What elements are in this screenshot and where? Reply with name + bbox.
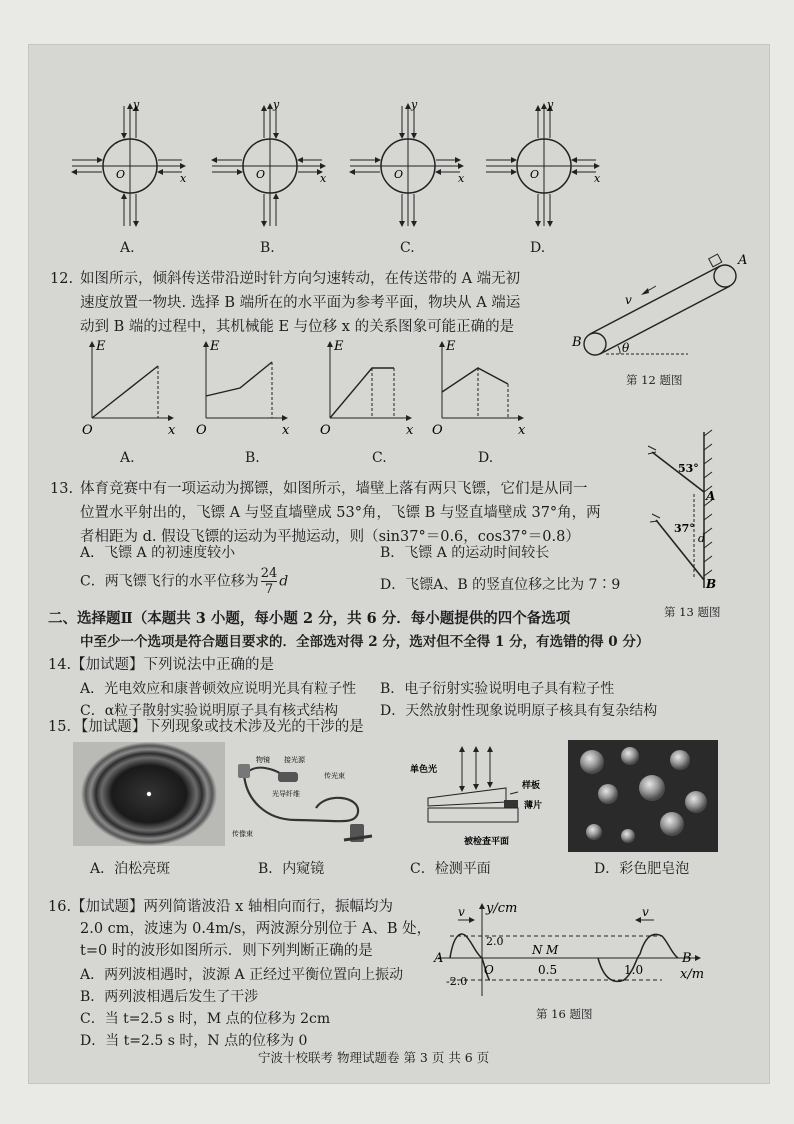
endoscope-diagram [226, 750, 396, 850]
svg-text:E: E [96, 339, 106, 354]
q13-fraction [261, 566, 278, 597]
svg-text:O: O [394, 168, 404, 181]
q15-stem: 15．【加试题】下列现象或技术涉及光的干涉的是 [48, 719, 364, 735]
svg-text:O: O [196, 423, 207, 438]
q13-option-a[interactable]: A．飞镖 A 的初速度较小 [80, 545, 236, 561]
q16-option-d[interactable]: D．当 t=2.5 s 时，N 点的位移为 0 [80, 1033, 308, 1049]
svg-text:x: x [594, 172, 601, 185]
q11-option-b[interactable]: B. [260, 240, 275, 256]
svg-text:O: O [530, 168, 540, 181]
q12-number: 12. [50, 271, 74, 287]
svg-text:-2.0: -2.0 [446, 975, 468, 988]
svg-text:v: v [642, 905, 649, 919]
q13-fraction-denominator: 7 [264, 582, 274, 597]
svg-text:物镜: 物镜 [256, 756, 270, 764]
svg-text:O: O [82, 423, 93, 438]
q15-option-a[interactable]: A．泊松亮斑 [90, 861, 171, 877]
svg-text:0.5: 0.5 [538, 963, 558, 977]
svg-text:θ: θ [622, 341, 630, 355]
q16-caption: 第 16 题图 [536, 1007, 593, 1021]
q15-option-b[interactable]: B．内窥镜 [258, 861, 325, 877]
q13-option-d[interactable]: D．飞镖A、B 的竖直位移之比为 7∶9 [380, 577, 621, 593]
q12-graph-a [82, 339, 176, 438]
q13-stem-line2: 位置水平射出的，飞镖 A 与竖直墙壁成 53°角，飞镖 B 与竖直墙壁成 37°角，两 [80, 505, 601, 521]
q13-stem-line1: 体育竞赛中有一项运动为掷镖，如图所示，墙壁上落有两只飞镖，它们是从同一 [80, 481, 588, 497]
svg-text:O: O [432, 423, 443, 438]
svg-text:x/m: x/m [680, 967, 705, 982]
svg-text:x: x [320, 172, 327, 185]
q13-option-c[interactable] [80, 566, 288, 597]
section2-heading: 二、选择题Ⅱ（本题共 3 小题，每小题 2 分，共 6 分．每小题提供的四个备选项 [48, 610, 571, 627]
q11-diagrams [60, 96, 620, 236]
q14-option-c[interactable]: C．α粒子散射实验说明原子具有核式结构 [80, 703, 339, 719]
svg-text:53°: 53° [678, 462, 699, 475]
page-footer: 宁波十校联考 物理试题卷 第 3 页 共 6 页 [258, 1050, 490, 1065]
q13-stem-line3: 者相距为 d. 假设飞镖的运动为平抛运动，则（sin37°＝0.6，cos37°＝0.8） [80, 529, 580, 545]
q14-option-a[interactable]: A．光电效应和康普顿效应说明光具有粒子性 [80, 681, 357, 697]
q16-stem-line2: 2.0 cm，波速为 0.4m/s，两波源分别位于 A、B 处， [80, 921, 432, 937]
q12-graphs [78, 338, 538, 438]
q11-diagram-d [486, 98, 601, 226]
svg-text:传像束: 传像束 [232, 830, 253, 838]
q11-diagram-c [350, 98, 465, 226]
svg-text:x: x [180, 172, 187, 185]
q12-caption: 第 12 题图 [626, 373, 683, 387]
svg-text:接光源: 接光源 [284, 756, 305, 764]
svg-text:传光束: 传光束 [324, 772, 345, 780]
q11-diagram-a [72, 98, 187, 226]
svg-text:1.0: 1.0 [624, 963, 644, 977]
q12-graph-d [432, 339, 526, 438]
svg-text:A: A [706, 489, 716, 503]
q12-option-b[interactable]: B. [245, 450, 260, 466]
q16-wave-graph [428, 898, 714, 1002]
q13-option-c-var: d [279, 573, 289, 590]
svg-text:E: E [210, 339, 220, 354]
svg-text:样板: 样板 [522, 781, 541, 791]
soap-bubbles-image [568, 740, 718, 852]
q13-number: 13. [50, 481, 74, 497]
svg-text:2.0: 2.0 [486, 935, 504, 948]
svg-text:E: E [446, 339, 456, 354]
svg-text:v: v [625, 293, 632, 307]
svg-text:B: B [706, 577, 717, 591]
flatness-test-diagram [406, 742, 556, 850]
svg-text:A: A [738, 253, 748, 268]
svg-text:O: O [256, 168, 266, 181]
q12-option-a[interactable]: A. [120, 450, 135, 466]
q15-option-c[interactable]: C．检测平面 [410, 861, 491, 877]
q16-option-b[interactable]: B．两列波相遇后发生了干涉 [80, 989, 259, 1005]
svg-text:x: x [458, 172, 465, 185]
q13-fraction-numerator: 24 [260, 566, 278, 581]
svg-text:光导纤维: 光导纤维 [272, 790, 300, 798]
q11-option-a[interactable]: A. [120, 240, 135, 256]
q12-stem-line1: 如图所示，倾斜传送带沿逆时针方向匀速转动，在传送带的 A 端无初 [80, 271, 521, 287]
svg-text:v: v [458, 905, 465, 919]
q13-option-c-text: C．两飞镖飞行的水平位移为 [80, 573, 259, 590]
q14-stem: 14.【加试题】下列说法中正确的是 [48, 657, 275, 673]
svg-text:x: x [282, 423, 290, 438]
svg-text:薄片: 薄片 [524, 801, 543, 811]
svg-text:A: A [434, 951, 444, 966]
q12-stem-line3: 动到 B 端的过程中，其机械能 E 与位移 x 的关系图象可能正确的是 [80, 319, 515, 335]
svg-text:d: d [698, 532, 706, 545]
svg-text:单色光: 单色光 [410, 765, 438, 775]
svg-text:被检查平面: 被检查平面 [464, 837, 510, 847]
svg-text:x: x [518, 423, 526, 438]
q13-caption: 第 13 题图 [664, 605, 721, 619]
svg-text:37°: 37° [674, 522, 695, 535]
q11-diagram-b [212, 98, 327, 226]
svg-text:O: O [320, 423, 331, 438]
svg-text:x: x [168, 423, 176, 438]
q16-option-a[interactable]: A．两列波相遇时，波源 A 正经过平衡位置向上振动 [80, 967, 404, 983]
svg-text:N: N [532, 943, 543, 957]
q16-stem-line1: 16.【加试题】两列简谐波沿 x 轴相向而行，振幅均为 [48, 899, 393, 915]
q13-option-b[interactable]: B．飞镖 A 的运动时间较长 [380, 545, 550, 561]
svg-text:O: O [116, 168, 126, 181]
q12-graph-c [320, 339, 414, 438]
q16-option-c[interactable]: C．当 t=2.5 s 时，M 点的位移为 2cm [80, 1011, 331, 1027]
svg-text:y: y [547, 98, 554, 111]
q12-conveyor-figure [568, 250, 748, 362]
q12-graph-b [196, 339, 290, 438]
section2-instructions: 中至少一个选项是符合题目要求的．全部选对得 2 分，选对但不全得 1 分，有选错的得 0 分） [80, 634, 650, 650]
svg-text:E: E [334, 339, 344, 354]
q15-option-d[interactable]: D．彩色肥皂泡 [594, 861, 690, 877]
q11-option-d[interactable]: D. [530, 240, 546, 256]
q13-dart-figure [640, 428, 730, 592]
svg-text:B: B [682, 951, 692, 966]
svg-text:y: y [411, 98, 418, 111]
q12-option-d[interactable]: D. [478, 450, 494, 466]
q14-option-d[interactable]: D．天然放射性现象说明原子核具有复杂结构 [380, 703, 658, 719]
q16-stem-line3: t=0 时的波形如图所示．则下列判断正确的是 [80, 943, 373, 959]
svg-text:O: O [484, 963, 494, 977]
svg-text:x: x [406, 423, 414, 438]
svg-text:y/cm: y/cm [486, 901, 518, 916]
q12-stem-line2: 速度放置一物块. 选择 B 端所在的水平面为参考平面，物块从 A 端运 [80, 295, 521, 311]
poisson-spot-image [73, 742, 225, 846]
svg-text:M: M [546, 943, 559, 957]
q12-option-c[interactable]: C. [372, 450, 387, 466]
svg-text:y: y [273, 98, 280, 111]
q14-option-b[interactable]: B．电子衍射实验说明电子具有粒子性 [380, 681, 615, 697]
svg-text:y: y [133, 98, 140, 111]
svg-text:B: B [572, 335, 582, 350]
q11-option-c[interactable]: C. [400, 240, 415, 256]
